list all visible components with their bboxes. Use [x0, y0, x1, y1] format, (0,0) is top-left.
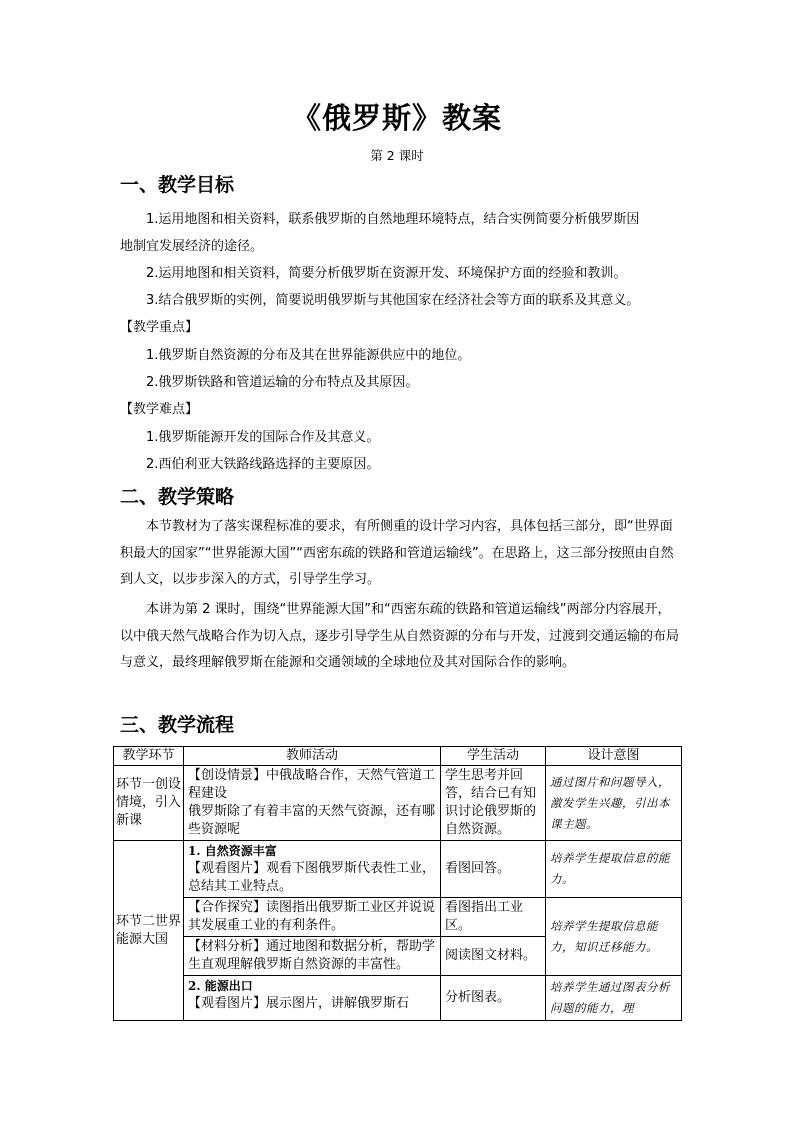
stage-2-name: 环节二世界能源大国 [114, 841, 184, 1021]
document-title: 《俄罗斯》教案 [291, 101, 502, 135]
goal-1-line-2: 地制宜发展经济的途径。 [120, 239, 264, 254]
key-point-2: 2.俄罗斯铁路和管道运输的分布特点及其原因。 [146, 375, 419, 390]
sub-heading-energy-export: 2. 能源出口 [188, 979, 253, 993]
goal-2: 2.运用地图和相关资料，简要分析俄罗斯在资源开发、环境保护方面的经验和教训。 [146, 266, 627, 281]
strategy-paragraph-1: 本节教材为了落实课程标准的要求，有所侧重的设计学习内容，具体包括三部分，即“世界面积最大的国家”“世界能源大国”“西密东疏的铁路和管道运输线”。在思路上，这三部分按照由自然到人文，以步步深入的方式，引导学生学习。 [120, 519, 674, 587]
stage-1-student: 学生思考并回答，结合已有知识讨论俄罗斯的自然资源。 [441, 766, 546, 841]
header-student: 学生活动 [441, 747, 546, 766]
table-row [114, 976, 682, 1021]
header-teacher: 教师活动 [184, 747, 441, 766]
teaching-process-table [113, 746, 682, 1021]
table-row [114, 766, 682, 841]
lesson-period: 第 2 课时 [370, 148, 424, 163]
stage-2-row4-student: 分析图表。 [441, 976, 546, 1021]
section-heading-goals: 一、教学目标 [120, 174, 235, 196]
difficult-points-label: 【教学难点】 [120, 402, 199, 417]
stage-2-row1-intent: 培养学生提取信息的能力。 [546, 841, 682, 898]
stage-2-row1-student: 看图回答。 [441, 841, 546, 898]
stage-1-teacher [184, 766, 441, 841]
row1-teacher-text: 【观看图片】观看下图俄罗斯代表性工业，总结其工业特点。 [188, 861, 436, 894]
stage-2-row4-teacher [184, 976, 441, 1021]
stage-1-intent: 通过图片和问题导入，激发学生兴趣，引出本课主题。 [546, 766, 682, 841]
goal-3: 3.结合俄罗斯的实例，简要说明俄罗斯与其他国家在经济社会等方面的联系及其意义。 [146, 293, 640, 308]
stage-1-teacher-line-2: 俄罗斯除了有着丰富的天然气资源，还有哪些资源呢 [188, 804, 436, 837]
table-row [114, 898, 682, 937]
stage-2-row2-teacher: 【合作探究】读图指出俄罗斯工业区并说说其发展重工业的有利条件。 [184, 898, 441, 937]
table-row [114, 841, 682, 898]
key-points-label: 【教学重点】 [120, 320, 199, 335]
key-point-1: 1.俄罗斯自然资源的分布及其在世界能源供应中的地位。 [146, 348, 471, 363]
stage-1-name: 环节一创设情境，引入新课 [114, 766, 184, 841]
row4-teacher-text: 【观看图片】展示图片，讲解俄罗斯石 [188, 996, 410, 1011]
difficult-point-2: 2.西伯利亚大铁路线路选择的主要原因。 [146, 457, 380, 472]
table-header-row [114, 747, 682, 766]
stage-2-row4-intent: 培养学生通过图表分析问题的能力，理 [546, 976, 682, 1021]
stage-2-row3-teacher: 【材料分析】通过地图和数据分析，帮助学生直观理解俄罗斯自然资源的丰富性。 [184, 937, 441, 976]
stage-1-teacher-line-1: 【创设情景】中俄战略合作，天然气管道工程建设 [188, 768, 436, 801]
section-heading-process: 三、教学流程 [120, 714, 235, 736]
stage-2-row23-intent: 培养学生提取信息能力，知识迁移能力。 [546, 898, 682, 976]
stage-2-row3-student: 阅读图文材料。 [441, 937, 546, 976]
sub-heading-resources: 1. 自然资源丰富 [188, 844, 277, 858]
header-intent: 设计意图 [546, 747, 682, 766]
stage-2-row1-teacher [184, 841, 441, 898]
section-heading-strategy: 二、教学策略 [120, 486, 235, 508]
header-stage: 教学环节 [114, 747, 184, 766]
goal-1-line-1: 1.运用地图和相关资料，联系俄罗斯的自然地理环境特点，结合实例简要分析俄罗斯因 [146, 212, 640, 227]
strategy-paragraph-2: 本讲为第 2 课时，围绕“世界能源大国”和“西密东疏的铁路和管道运输线”两部分内容展开，以中俄天然气战略合作为切入点，逐步引导学生从自然资源的分布与开发，过渡到交通运输的布局与意义，最终理解俄罗斯在能源和交通领域的全球地位及其对国际合作的影响。 [120, 602, 680, 670]
difficult-point-1: 1.俄罗斯能源开发的国际合作及其意义。 [146, 430, 380, 445]
stage-2-row2-student: 看图指出工业区。 [441, 898, 546, 937]
